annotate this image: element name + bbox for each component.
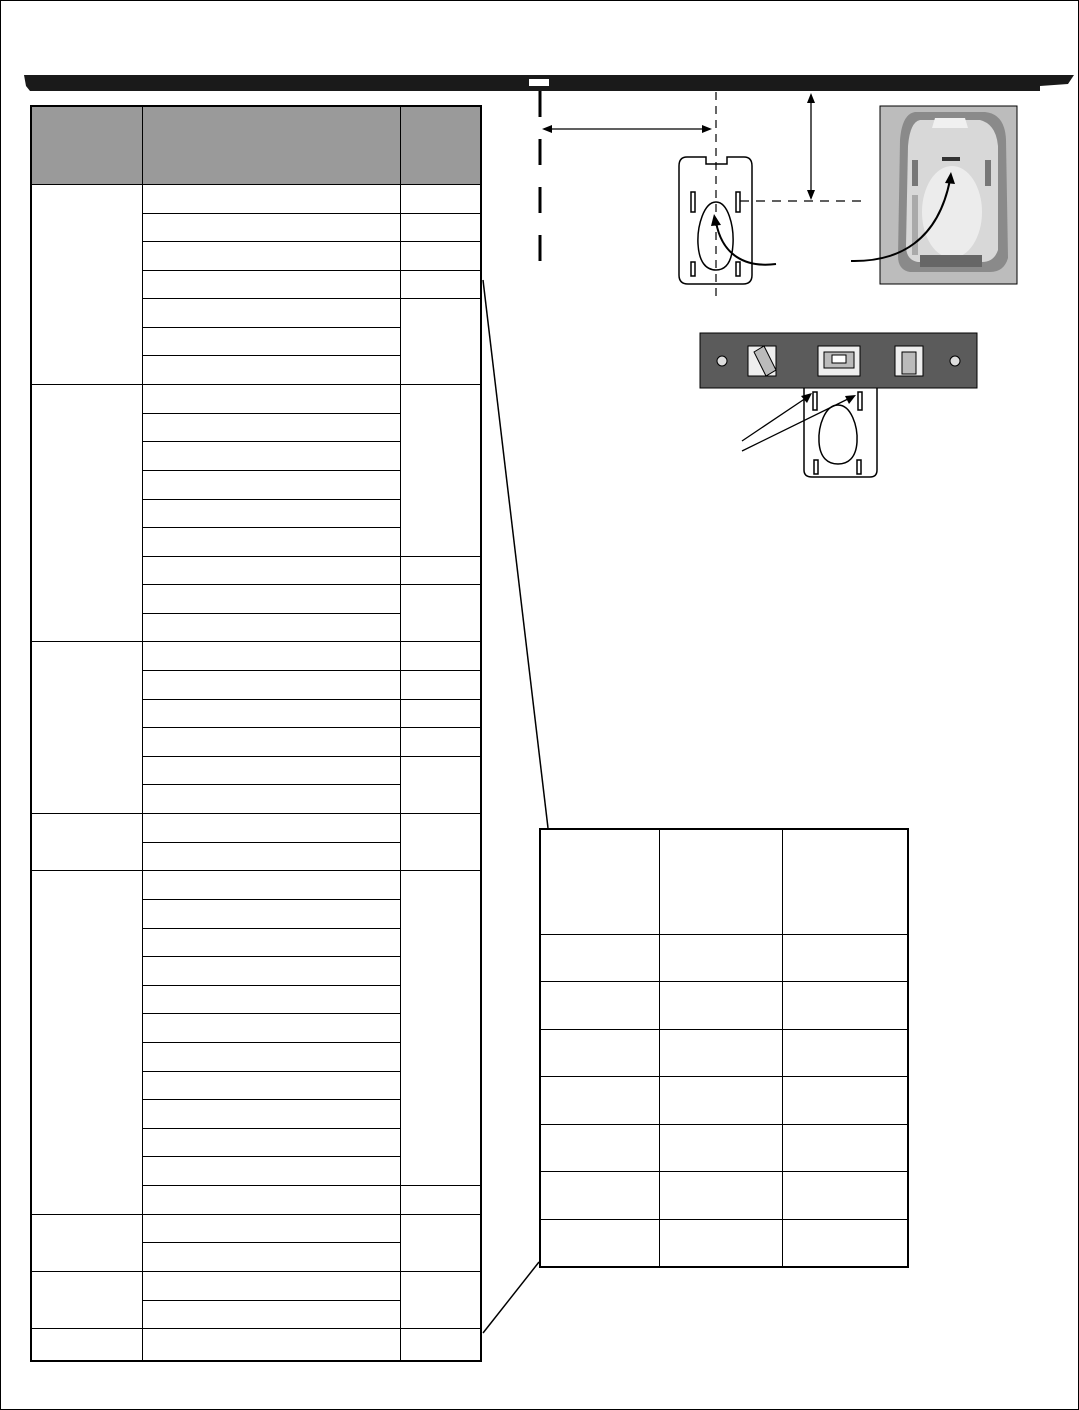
group-divider: [32, 1271, 480, 1272]
detail-table: [539, 828, 909, 1268]
group-divider: [32, 813, 480, 814]
group-divider: [32, 384, 480, 385]
table-header: [32, 107, 480, 184]
group-divider: [32, 1328, 480, 1329]
reference-table: [30, 105, 482, 1362]
bubble-level-icon: [700, 333, 977, 388]
rail-marker: [529, 79, 549, 86]
callout-line-top: [483, 280, 548, 828]
group-divider: [32, 1214, 480, 1215]
photo-of-mounted-unit: [880, 106, 1017, 284]
callout-line-bottom: [483, 1262, 539, 1333]
group-divider: [32, 641, 480, 642]
bracket-outline-icon: [804, 388, 877, 477]
group-divider: [32, 870, 480, 871]
